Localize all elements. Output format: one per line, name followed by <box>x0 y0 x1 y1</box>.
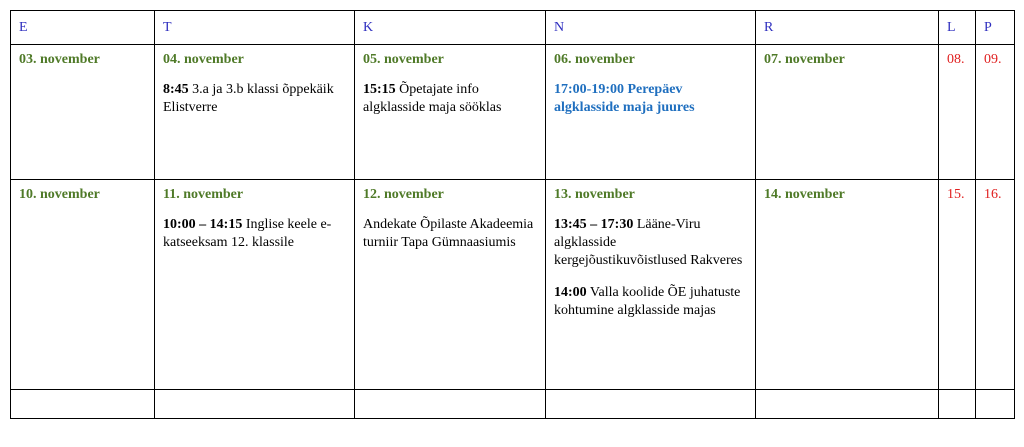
day-date: 03. november <box>19 52 100 67</box>
day-date: 13. november <box>554 187 635 202</box>
header-cell-thu <box>546 11 756 45</box>
week-row-1 <box>11 45 1015 180</box>
event-text: 3.a ja 3.b klassi õppekäik Elistverre <box>163 82 334 115</box>
header-cell-sat <box>939 11 976 45</box>
empty-cell <box>976 390 1015 419</box>
header-letter: K <box>363 20 374 35</box>
day-date: 04. november <box>163 52 244 67</box>
weekday-header-row <box>11 11 1015 45</box>
day-cell-weekend <box>939 180 976 390</box>
empty-cell <box>756 390 939 419</box>
header-cell-mon <box>11 11 155 45</box>
day-cell <box>11 180 155 390</box>
weekend-date: 08. <box>947 52 965 67</box>
weekend-date: 15. <box>947 187 965 202</box>
header-letter: P <box>984 20 992 35</box>
calendar-event <box>163 81 346 117</box>
day-date: 06. november <box>554 52 635 67</box>
header-cell-sun <box>976 11 1015 45</box>
empty-cell <box>155 390 355 419</box>
day-cell <box>756 45 939 180</box>
event-time: 13:45 – 17:30 <box>554 217 634 232</box>
day-cell <box>546 45 756 180</box>
header-letter: R <box>764 20 774 35</box>
event-time: 14:00 <box>554 285 587 300</box>
day-cell <box>155 45 355 180</box>
event-text: Valla koolide ÕE juhatuste kohtumine algklasside majas <box>554 285 741 318</box>
day-cell-weekend <box>976 45 1015 180</box>
day-cell <box>11 45 155 180</box>
day-cell <box>546 180 756 390</box>
day-cell-weekend <box>976 180 1015 390</box>
weekend-date: 09. <box>984 52 1002 67</box>
event-time: 15:15 <box>363 82 396 97</box>
day-cell <box>355 45 546 180</box>
day-date: 07. november <box>764 52 845 67</box>
calendar-event-text: Andekate Õpilaste Akadeemia turniir Tapa Gümnaasiumis <box>363 217 534 250</box>
day-date: 11. november <box>163 187 244 202</box>
event-text: Õpetajate info algklasside maja sööklas <box>363 82 502 115</box>
day-date: 14. november <box>764 187 845 202</box>
day-cell <box>155 180 355 390</box>
header-letter: N <box>554 20 565 35</box>
header-letter: T <box>163 20 172 35</box>
event-time: 10:00 – 14:15 <box>163 217 243 232</box>
day-date: 05. november <box>363 52 444 67</box>
event-text: Lääne-Viru algklasside kergejõustikuvõistlused Rakveres <box>554 217 743 268</box>
day-date: 12. november <box>363 187 444 202</box>
day-cell <box>756 180 939 390</box>
week-row-2 <box>11 180 1015 390</box>
weekend-date: 16. <box>984 187 1002 202</box>
calendar-event <box>163 216 346 252</box>
event-time: 8:45 <box>163 82 189 97</box>
empty-cell <box>939 390 976 419</box>
empty-cell <box>546 390 756 419</box>
day-cell <box>355 180 546 390</box>
header-cell-fri <box>756 11 939 45</box>
empty-cell <box>355 390 546 419</box>
day-date: 10. november <box>19 187 100 202</box>
calendar-event <box>363 81 537 117</box>
day-cell-weekend <box>939 45 976 180</box>
empty-cell <box>11 390 155 419</box>
calendar-event <box>554 216 747 270</box>
header-letter: L <box>947 20 956 35</box>
calendar-event <box>554 284 747 320</box>
event-text: Inglise keele e-katseeksam 12. klassile <box>163 217 332 250</box>
header-cell-tue <box>155 11 355 45</box>
header-letter: E <box>19 20 28 35</box>
weekly-calendar-table <box>10 10 1015 419</box>
empty-row <box>11 390 1015 419</box>
highlighted-event: 17:00-19:00 Perepäev algklasside maja juures <box>554 82 695 115</box>
header-cell-wed <box>355 11 546 45</box>
